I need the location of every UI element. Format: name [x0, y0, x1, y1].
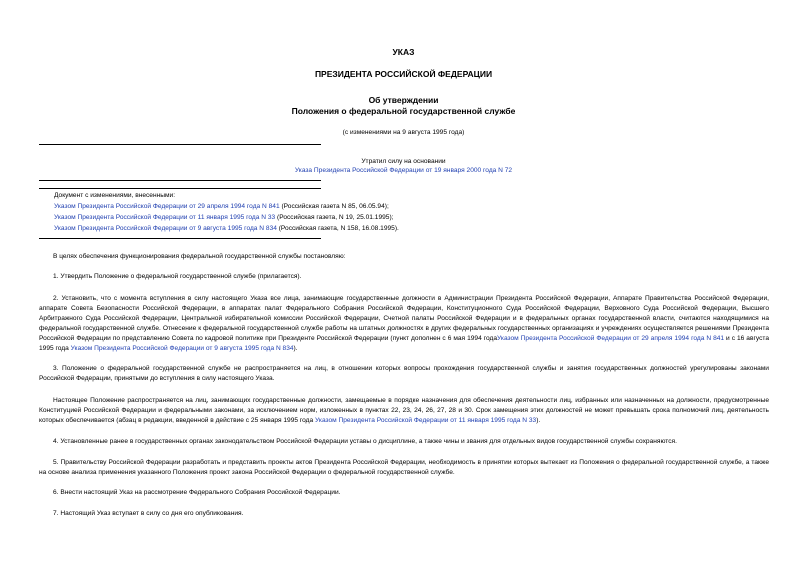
- change-source: (Российская газета, N 158, 16.08.1995).: [276, 225, 399, 232]
- lost-force-basis: [0, 166, 807, 175]
- changes-item: [54, 212, 399, 223]
- changes-item: [54, 223, 399, 234]
- change-source: (Российская газета, N 19, 25.01.1995);: [275, 214, 394, 221]
- paragraph-3: 3. Положение о федеральной государственной службе не распространяется на лиц, в отношении которых вопросы прохождения государственной службы и занятия государственных должностей урегулированы законами Российской Федерации, принятыми до вступления в силу настоящего Указа.: [39, 365, 769, 382]
- divider: [39, 144, 321, 145]
- lost-force-text: Утратил силу на основании: [361, 158, 446, 165]
- change-link[interactable]: Указом Президента Российской Федерации от 9 августа 1995 года N 834: [54, 225, 277, 232]
- p2-link-1[interactable]: Указом Президента Российской Федерации от 29 апреля 1994 года N 841: [497, 335, 725, 342]
- paragraph-4: 4. Установленные ранее в государственных органах законодательством Российской Федерации уставы о дисциплине, а также чины и звания для отдельных видов государственной службы сохраняются.: [53, 438, 677, 445]
- body-intro: В целях обеспечения функционирования федеральной государственной службы постановляю:: [53, 253, 346, 260]
- document-subject-line2: Положения о федеральной государственной службе: [291, 106, 516, 116]
- paragraph-1: 1. Утвердить Положение о федеральной государственной службе (прилагается).: [53, 273, 302, 280]
- changes-heading: Документ с изменениями, внесенными:: [54, 192, 176, 199]
- paragraph-6: 6. Внести настоящий Указ на рассмотрение Федерального Собрания Российской Федерации.: [53, 489, 341, 496]
- paragraph-5: 5. Правительству Российской Федерации разработать и представить проекты актов Президента Российской Федерации, необходимость в принятии которых вытекает из Положения о федеральной государственной службе, а также на основе анализа применения указанного Положения проект закона Российской Федерации о федеральной государственной службе.: [39, 459, 769, 476]
- p2-link-2[interactable]: Указом Президента Российской Федерации от 9 августа 1995 года N 834: [70, 345, 294, 352]
- change-link[interactable]: Указом Президента Российской Федерации от 29 апреля 1994 года N 841: [54, 203, 280, 210]
- divider: [39, 180, 321, 181]
- divider: [39, 188, 321, 189]
- basis-link[interactable]: Указа Президента Российской Федерации от 19 января 2000 года N 72: [294, 167, 513, 174]
- change-source: (Российская газета N 85, 06.05.94);: [279, 203, 389, 210]
- p3b-link[interactable]: Указом Президента Российской Федерации от 11 января 1995 года N 33: [315, 417, 537, 424]
- paragraph-3b: Настоящее Положение распространяется на лиц, занимающих государственные должности, замещаемые в порядке назначения для обеспечения деятельности лиц, избранных или назначенных на должности, предусмотренные Конституцией Российской Федерации и федеральными законами, за исключением норм, изложенных в пунктах 22, 23, 24, 26, 27, 28 и 30. Срок замещения этих должностей не может превышать срока полномочий лиц, деятельность которых обеспечивается (абзац в редакции, введенной в действие с 25 января 1995 года Указом Президента Российской Федерации от 11 января 1995 года N 33).: [39, 397, 769, 424]
- document-subject-line1: Об утверждении: [368, 95, 439, 105]
- changes-item: [54, 201, 399, 212]
- document-issuer: ПРЕЗИДЕНТА РОССИЙСКОЙ ФЕДЕРАЦИИ: [314, 69, 493, 79]
- amendment-note: (с изменениями на 9 августа 1995 года): [342, 129, 465, 136]
- change-link[interactable]: Указом Президента Российской Федерации от 11 января 1995 года N 33: [54, 214, 276, 221]
- paragraph-7: 7. Настоящий Указ вступает в силу со дня его опубликования.: [53, 510, 244, 517]
- changes-list: [54, 190, 399, 234]
- paragraph-2: 2. Установить, что с момента вступления в силу настоящего Указа все лица, занимающие государственные должности в Администрации Президента Российской Федерации, Аппарате Правительства Российской Федерации, аппарате Совета Безопасности Российской Федерации, в аппаратах палат Федерального Собрания Российской Федерации, Конституционного Суда Российской Федерации, Верховного Суда Российской Федерации, Высшего Арбитражного Суда Российской Федерации, Центральной избирательной комиссии Российской Федерации, Счетной палаты Российской Федерации и в федеральных органах государственной власти, считаются находящимися на федеральной государственной службе. Отнесение к федеральной государственной службе работы на штатных должностях в других федеральных государственных организациях и учреждениях осуществляется решениями Президента Российской Федерации по представлению Совета по кадровой политике при Президенте Российской Федерации (пункт дополнен с 6 мая 1994 годаУказом Президента Российской Федерации от 29 апреля 1994 года N 841 и с 16 августа 1995 года Указом Президента Российской Федерации от 9 августа 1995 года N 834).: [39, 295, 769, 352]
- document-title: УКАЗ: [392, 47, 415, 57]
- divider: [39, 238, 321, 239]
